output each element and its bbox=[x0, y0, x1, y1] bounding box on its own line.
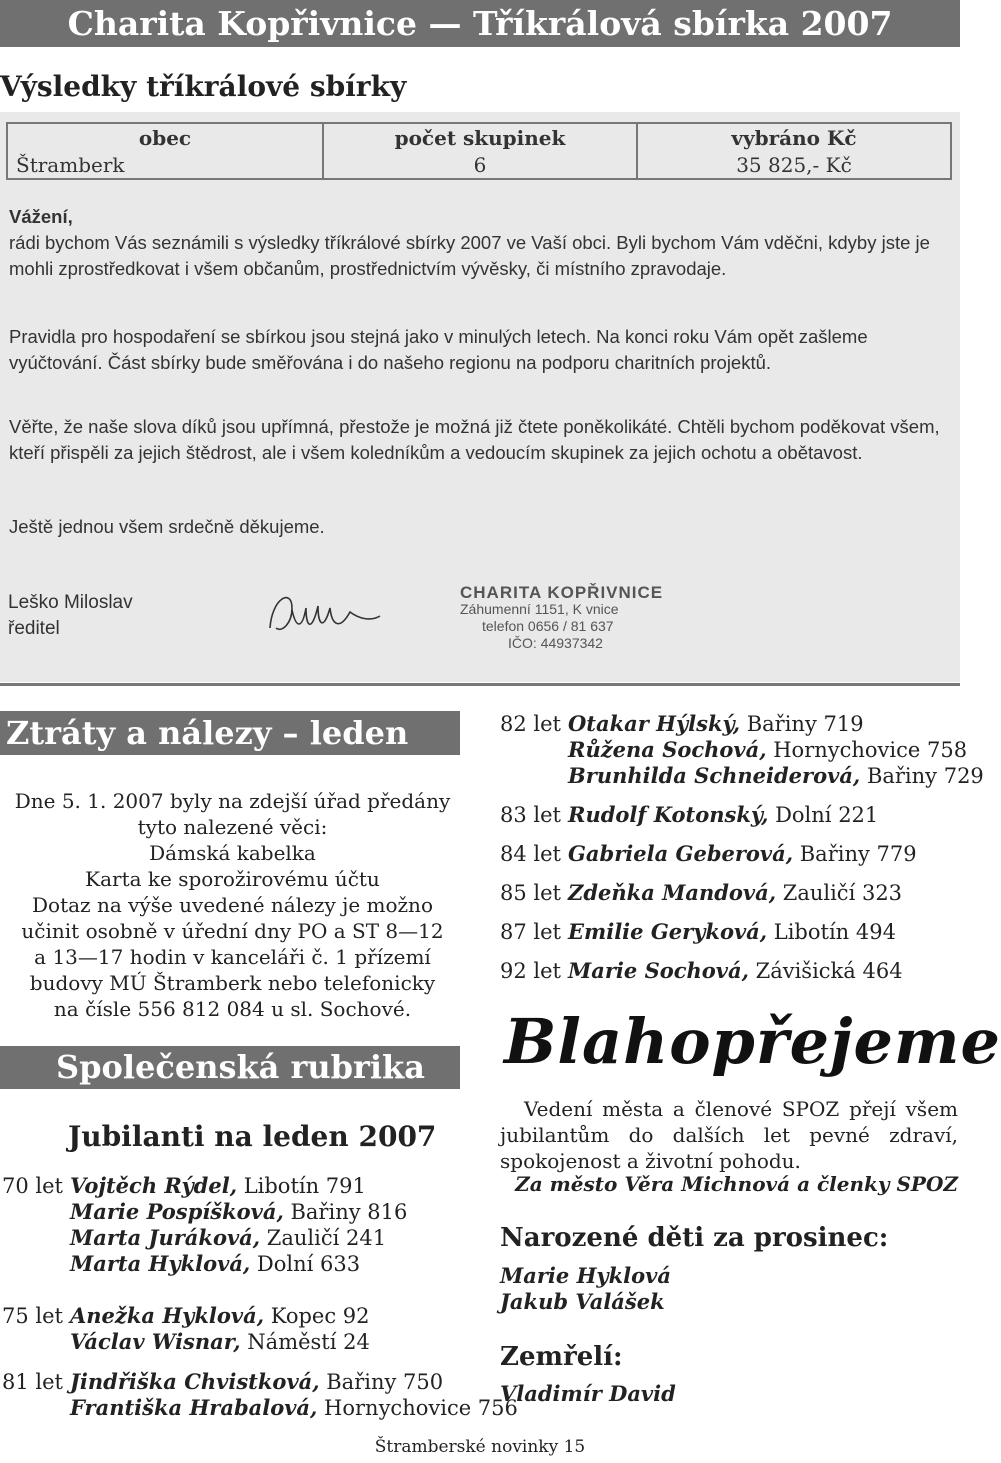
jubilee-list-left bbox=[2, 1173, 518, 1421]
list-item bbox=[568, 802, 878, 828]
jubilee-names bbox=[568, 880, 902, 906]
person-address: Libotín 791 bbox=[243, 1174, 366, 1198]
section-divider bbox=[0, 683, 960, 686]
person-address: Bařiny 719 bbox=[746, 712, 864, 736]
jubilee-names bbox=[568, 711, 984, 789]
jubilee-names bbox=[568, 802, 878, 828]
stamp-line: Záhumenní 1151, K vnice bbox=[460, 601, 619, 617]
list-item bbox=[568, 919, 896, 945]
jubilee-age: 84 let bbox=[500, 842, 561, 866]
person-address: Náměstí 24 bbox=[247, 1330, 370, 1354]
person-address: Bařiny 816 bbox=[290, 1200, 408, 1224]
lost-found-text bbox=[0, 788, 465, 1022]
lost-found-line: Dne 5. 1. 2007 byly na zdejší úřad předány bbox=[14, 789, 451, 813]
births-heading: Narozené děti za prosinec: bbox=[500, 1223, 889, 1253]
person-name: Otakar Hýlský, bbox=[568, 711, 741, 736]
person-name: Marie Sochová, bbox=[568, 958, 749, 983]
jubilee-age: 87 let bbox=[500, 920, 561, 944]
jubilee-names bbox=[568, 958, 903, 984]
person-name: Václav Wisnar, bbox=[70, 1329, 241, 1354]
person-address: Bařiny 729 bbox=[866, 764, 984, 788]
jubilee-group bbox=[500, 802, 960, 841]
jubilee-names bbox=[568, 841, 917, 867]
list-item bbox=[568, 737, 984, 763]
list-item bbox=[568, 958, 903, 984]
person-name: Emilie Geryková, bbox=[568, 919, 768, 944]
person-name: Marta Juráková, bbox=[70, 1225, 261, 1250]
page-footer: Štramberské novinky 15 bbox=[374, 1437, 586, 1457]
list-item bbox=[70, 1329, 370, 1355]
column-header-groups: počet skupinek bbox=[323, 123, 637, 151]
person-address: Hornychovice 756 bbox=[324, 1396, 518, 1420]
list-item bbox=[568, 880, 902, 906]
congrats-text: Vedení města a členové SPOZ přejí všem jubilantům do dalších let pevné zdraví, spokojenost a životní pohodu. bbox=[500, 1097, 958, 1173]
charity-stamp bbox=[460, 584, 663, 652]
lost-found-line: tyto nalezené věci: bbox=[137, 815, 328, 839]
signer-block bbox=[8, 590, 133, 642]
jubilee-group bbox=[500, 919, 960, 958]
lost-found-line: Dámská kabelka bbox=[149, 841, 316, 865]
jubilee-group bbox=[500, 880, 960, 919]
person-name: Marta Hyklová, bbox=[70, 1251, 251, 1276]
jubilee-age: 70 let bbox=[2, 1174, 63, 1198]
jubilee-age: 92 let bbox=[500, 959, 561, 983]
jubilee-names bbox=[568, 919, 896, 945]
person-address: Bařiny 750 bbox=[326, 1370, 444, 1394]
letter-salutation: Vážení, bbox=[9, 206, 73, 227]
jubilee-names bbox=[70, 1303, 370, 1355]
deaths-list bbox=[500, 1381, 676, 1407]
table-row bbox=[7, 151, 951, 179]
list-item bbox=[568, 711, 984, 737]
lost-found-line: Dotaz na výše uvedené nálezy je možno bbox=[32, 893, 433, 917]
person-name: Brunhilda Schneiderová, bbox=[568, 763, 861, 788]
results-heading: Výsledky tříkrálové sbírky bbox=[0, 70, 407, 103]
jubilee-age: 81 let bbox=[2, 1370, 63, 1394]
column-header-amount: vybráno Kč bbox=[637, 123, 951, 151]
jubilee-age: 83 let bbox=[500, 803, 561, 827]
stamp-line: IČO: 44937342 bbox=[508, 635, 603, 651]
jubilee-names bbox=[70, 1369, 518, 1421]
person-address: Libotín 494 bbox=[773, 920, 896, 944]
jubilee-group bbox=[500, 958, 960, 997]
jubilee-group bbox=[2, 1303, 472, 1369]
person-name: Zdeňka Mandová, bbox=[568, 880, 777, 905]
jubilee-age: 75 let bbox=[2, 1304, 63, 1328]
deaths-heading: Zemřelí: bbox=[500, 1342, 623, 1372]
handwritten-signature bbox=[262, 578, 392, 648]
lost-found-line: učinit osobně v úřední dny PO a ST 8—12 bbox=[21, 919, 444, 943]
congrats-heading: Blahopřejeme bbox=[504, 1005, 1001, 1078]
person-name: Marie Pospíšková, bbox=[70, 1199, 284, 1224]
list-item bbox=[568, 763, 984, 789]
jubilee-title: Jubilanti na leden 2007 bbox=[68, 1120, 437, 1153]
person-name: Anežka Hyklová, bbox=[70, 1303, 265, 1328]
births-list bbox=[500, 1263, 671, 1315]
list-item bbox=[70, 1369, 518, 1395]
person-address: Dolní 633 bbox=[256, 1252, 361, 1276]
jubilee-list-right bbox=[500, 711, 984, 997]
cell-amount: 35 825,- Kč bbox=[637, 151, 951, 179]
list-item bbox=[70, 1199, 407, 1225]
cell-groups: 6 bbox=[323, 151, 637, 179]
lost-found-banner: Ztráty a nálezy – leden 2007 bbox=[0, 711, 460, 755]
jubilee-group bbox=[500, 711, 984, 802]
social-banner: Společenská rubrika bbox=[0, 1046, 460, 1089]
person-name: Františka Hrabalová, bbox=[70, 1395, 318, 1420]
jubilee-age: 85 let bbox=[500, 881, 561, 905]
jubilee-group bbox=[500, 841, 960, 880]
list-item bbox=[70, 1303, 370, 1329]
jubilee-group bbox=[2, 1173, 472, 1303]
person-address: Zauličí 323 bbox=[782, 881, 903, 905]
page-banner: Charita Kopřivnice — Tříkrálová sbírka 2007 bbox=[0, 0, 960, 47]
person-address: Kopec 92 bbox=[270, 1304, 370, 1328]
list-item bbox=[70, 1251, 407, 1277]
lost-found-line: Karta ke sporožirovému účtu bbox=[85, 867, 380, 891]
jubilee-age: 82 let bbox=[500, 712, 561, 736]
lost-found-line: a 13—17 hodin v kanceláři č. 1 přízemí bbox=[34, 945, 431, 969]
stamp-line: telefon 0656 / 81 637 bbox=[482, 618, 614, 634]
person-address: Bařiny 779 bbox=[799, 842, 917, 866]
person-name: Vojtěch Rýdel, bbox=[70, 1173, 238, 1198]
list-item: Marie Hyklová bbox=[500, 1263, 671, 1288]
person-name: Rudolf Kotonský, bbox=[568, 802, 769, 827]
stamp-title: CHARITA KOPŘIVNICE bbox=[460, 583, 664, 602]
results-table bbox=[6, 122, 952, 180]
person-address: Dolní 221 bbox=[775, 803, 879, 827]
person-address: Závišická 464 bbox=[755, 959, 903, 983]
list-item bbox=[70, 1225, 407, 1251]
list-item: Jakub Valášek bbox=[500, 1289, 665, 1314]
letter-paragraph: rádi bychom Vás seznámili s výsledky tříkrálové sbírky 2007 ve Vaší obci. Byli bychom Vám vděčni, kdyby jste je mohli zprostředkovat i všem občanům, prostřednictvím vývěsky, či místního zpravodaje. bbox=[9, 232, 930, 279]
cell-municipality: Štramberk bbox=[7, 151, 323, 179]
person-address: Zauličí 241 bbox=[266, 1226, 387, 1250]
person-address: Hornychovice 758 bbox=[773, 738, 968, 762]
person-name: Jindřiška Chvistková, bbox=[70, 1369, 320, 1394]
person-name: Růžena Sochová, bbox=[568, 737, 767, 762]
letter-paragraph: Věřte, že naše slova díků jsou upřímná, přestože je možná již čtete poněkolikáté. Chtěli bychom poděkovat všem, kteří přispěli za jejich štědrost, ale i všem koledníkům a vedoucím skupinek za jejich ochotu a obětavost. bbox=[9, 416, 940, 463]
list-item: Vladimír David bbox=[500, 1381, 676, 1406]
letter-paragraph: Pravidla pro hospodaření se sbírkou jsou stejná jako v minulých letech. Na konci roku Vám opět zašleme vyúčtování. Část sbírky bude směřována i do našeho regionu na podporu charitních projektů. bbox=[9, 326, 868, 373]
signer-role: ředitel bbox=[8, 618, 60, 639]
lost-found-line: budovy MÚ Štramberk nebo telefonicky bbox=[29, 971, 436, 995]
lost-found-line: na čísle 556 812 084 u sl. Sochové. bbox=[53, 997, 412, 1021]
signer-name: Leško Miloslav bbox=[8, 592, 133, 613]
congrats-signature: Za město Věra Michnová a členky SPOZ bbox=[515, 1172, 958, 1196]
column-header-municipality: obec bbox=[7, 123, 323, 151]
list-item bbox=[568, 841, 917, 867]
letter-paragraph: Ještě jednou všem srdečně děkujeme. bbox=[9, 516, 325, 537]
list-item bbox=[70, 1395, 518, 1421]
jubilee-group bbox=[2, 1369, 518, 1421]
jubilee-names bbox=[70, 1173, 407, 1277]
person-name: Gabriela Geberová, bbox=[568, 841, 794, 866]
scanned-letter bbox=[0, 112, 960, 682]
list-item bbox=[70, 1173, 407, 1199]
